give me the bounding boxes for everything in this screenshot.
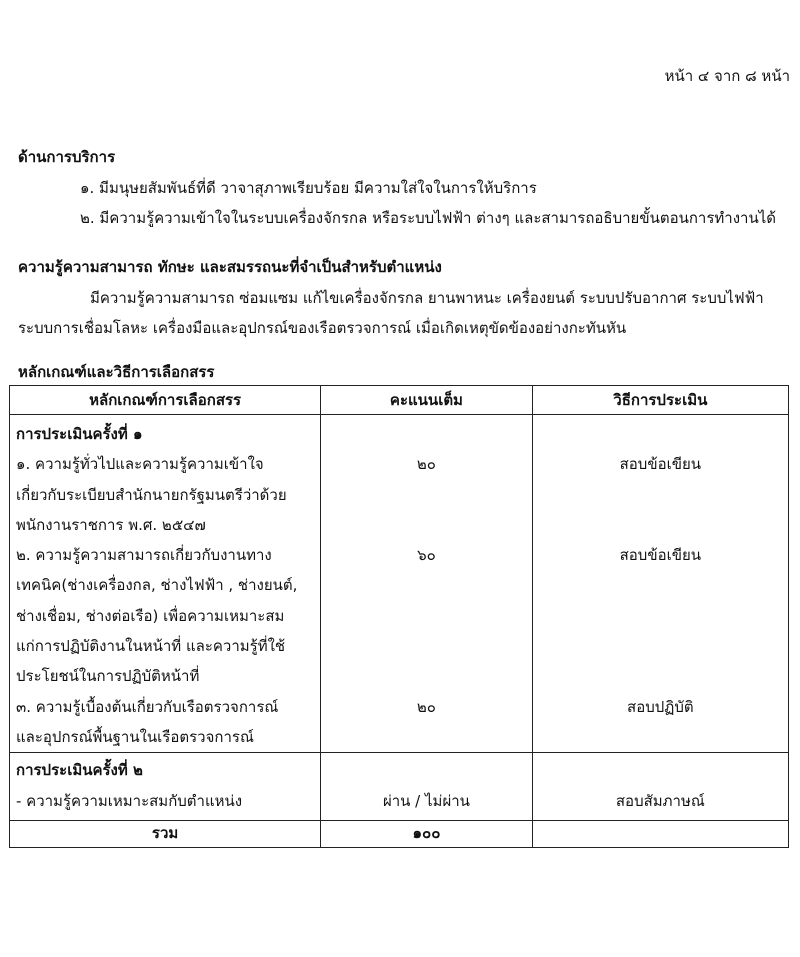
competency-heading: ความรู้ความสามารถ ทักษะ และสมรรถนะที่จำเป็นสำหรับตำแหน่ง [18, 258, 442, 276]
item-1-score: ๒๐ [416, 455, 436, 474]
round-2-title: การประเมินครั้งที่ ๒ [16, 761, 143, 780]
item-3-method: สอบปฏิบัติ [627, 697, 694, 716]
round-2-score: ผ่าน / ไม่ผ่าน [382, 791, 470, 810]
round-1-item-1-line: ๑. ความรู้ทั่วไปและความรู้ความเข้าใจ [16, 455, 264, 474]
service-heading: ด้านการบริการ [18, 148, 116, 166]
round-1-title: การประเมินครั้งที่ ๑ [16, 425, 143, 443]
round-2-method-cell [532, 753, 788, 821]
item-2-method: สอบข้อเขียน [619, 546, 702, 565]
round-1-item-1-line: เกี่ยวกับระเบียบสำนักนายกรัฐมนตรีว่าด้วย [16, 485, 287, 504]
service-item-1: ๑. มีมนุษยสัมพันธ์ที่ดี วาจาสุภาพเรียบร้อย มีความใส่ใจในการให้บริการ [80, 179, 537, 197]
round-1-item-2-line: ๒. ความรู้ความสามารถเกี่ยวกับงานทาง [16, 546, 272, 565]
round-1-item-2-line: แก่การปฏิบัติงานในหน้าที่ และความรู้ที่ใช้ [16, 637, 286, 656]
round-1-item-1-line: พนักงานราชการ พ.ศ. ๒๕๔๗ [16, 515, 206, 534]
round-1-item-2-line: ช่างเชื่อม, ช่างต่อเรือ) เพื่อความเหมาะสม [16, 606, 285, 625]
table-row [10, 753, 789, 821]
service-item-2: ๒. มีความรู้ความเข้าใจในระบบเครื่องจักรกล หรือระบบไฟฟ้า ต่างๆ และสามารถอธิบายขั้นตอนการทำงานได้ [80, 209, 776, 227]
competency-line-1: มีความรู้ความสามารถ ซ่อมแซม แก้ไขเครื่องจักรกล ยานพาหนะ เครื่องยนต์ ระบบปรับอากาศ ระบบไฟฟ้า [90, 289, 764, 307]
page-number: หน้า ๔ จาก ๘ หน้า [664, 67, 790, 85]
round-2-score-cell [321, 753, 532, 821]
selection-criteria-table [9, 385, 789, 848]
selection-heading: หลักเกณฑ์และวิธีการเลือกสรร [18, 363, 215, 381]
round-1-item-2-line: เทคนิค(ช่างเครื่องกล, ช่างไฟฟ้า , ช่างยนต์, [16, 576, 298, 595]
round-1-item-3-line: และอุปกรณ์พื้นฐานในเรือตรวจการณ์ [16, 727, 254, 746]
total-row [10, 820, 789, 847]
column-header-full-score: คะแนนเต็ม [321, 386, 532, 415]
round-1-criteria-cell [10, 415, 321, 753]
table-header-row [10, 386, 789, 415]
round-1-item-2-line: ประโยชน์ในการปฏิบัติหน้าที่ [16, 667, 200, 686]
round-2-criteria-cell [10, 753, 321, 821]
column-header-criteria: หลักเกณฑ์การเลือกสรร [10, 386, 321, 415]
round-1-score-cell [321, 415, 532, 753]
item-1-method: สอบข้อเขียน [619, 455, 702, 474]
table-row [10, 415, 789, 753]
total-label: รวม [10, 820, 321, 847]
item-3-score: ๒๐ [416, 697, 436, 716]
column-header-method: วิธีการประเมิน [532, 386, 788, 415]
competency-line-2: ระบบการเชื่อมโลหะ เครื่องมือและอุปกรณ์ของเรือตรวจการณ์ เมื่อเกิดเหตุขัดข้องอย่างกะทันหัน [18, 319, 627, 337]
total-score: ๑๐๐ [321, 820, 532, 847]
round-2-method: สอบสัมภาษณ์ [615, 791, 705, 810]
round-1-item-3-line: ๓. ความรู้เบื้องต้นเกี่ยวกับเรือตรวจการณ์ [16, 697, 279, 716]
round-1-method-cell [532, 415, 788, 753]
item-2-score: ๖๐ [417, 546, 436, 565]
round-2-item: - ความรู้ความเหมาะสมกับตำแหน่ง [16, 791, 243, 810]
total-method-empty [532, 820, 788, 847]
